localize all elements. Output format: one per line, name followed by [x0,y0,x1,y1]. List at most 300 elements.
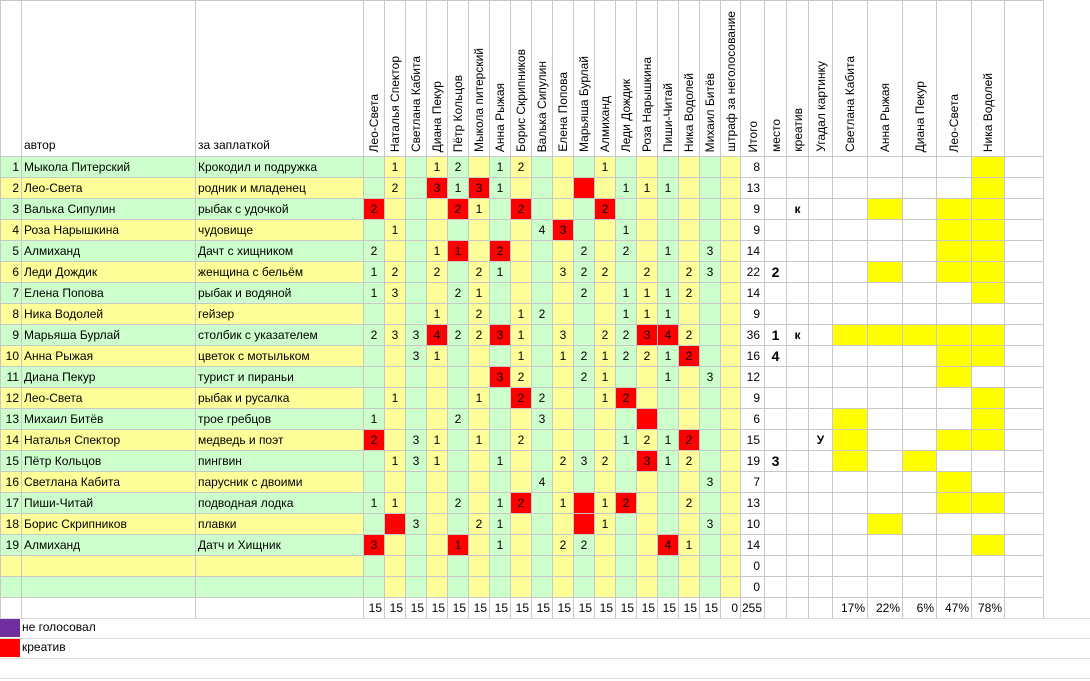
guess-cell[interactable] [937,451,972,472]
vote-cell[interactable] [427,514,448,535]
vote-cell[interactable] [427,493,448,514]
vote-cell[interactable] [490,430,511,451]
totals-title[interactable] [196,598,364,619]
vote-cell[interactable]: 1 [658,367,679,388]
vote-cell[interactable] [427,220,448,241]
vote-cell[interactable] [616,535,637,556]
vote-cell[interactable] [637,220,658,241]
vote-cell[interactable] [658,577,679,598]
vote-cell[interactable]: 1 [616,304,637,325]
guess-cell[interactable] [903,304,937,325]
vote-cell[interactable]: 2 [385,262,406,283]
vote-cell[interactable]: 3 [406,346,427,367]
empty-cell[interactable] [1005,157,1044,178]
vote-cell[interactable]: 2 [448,283,469,304]
row-number[interactable]: 14 [1,430,22,451]
vote-cell[interactable]: 2 [511,388,532,409]
vote-cell[interactable] [406,220,427,241]
vote-cell[interactable] [406,178,427,199]
vote-cell[interactable]: 1 [427,241,448,262]
guess-percent[interactable]: 47% [937,598,972,619]
guess-cell[interactable] [972,577,1005,598]
title-cell[interactable]: Датч и Хищник [196,535,364,556]
guessed-cell[interactable] [809,451,833,472]
vote-cell[interactable] [532,178,553,199]
vote-cell[interactable] [385,577,406,598]
author-cell[interactable]: Светлана Кабита [22,472,196,493]
guess-cell[interactable] [833,577,868,598]
vote-cell[interactable]: 2 [616,388,637,409]
guessed-cell[interactable] [809,388,833,409]
vote-cell[interactable] [679,220,700,241]
vote-cell[interactable]: 1 [364,262,385,283]
vote-cell[interactable] [427,283,448,304]
vote-cell[interactable]: 2 [616,241,637,262]
vote-cell[interactable]: 1 [595,157,616,178]
vote-cell[interactable] [490,346,511,367]
vote-cell[interactable]: 1 [448,178,469,199]
vote-cell[interactable] [574,304,595,325]
vote-cell[interactable]: 2 [616,493,637,514]
guess-cell[interactable] [937,304,972,325]
vote-cell[interactable]: 2 [511,430,532,451]
vote-cell[interactable] [721,493,741,514]
vote-cell[interactable] [469,472,490,493]
header-guesser[interactable] [937,1,972,157]
vote-cell[interactable]: 1 [490,157,511,178]
vote-cell[interactable] [679,577,700,598]
vote-cell[interactable]: 4 [658,535,679,556]
itogo-cell[interactable]: 9 [741,220,765,241]
vote-cell[interactable] [637,388,658,409]
total-vote-cell[interactable]: 15 [700,598,721,619]
vote-cell[interactable]: 2 [616,346,637,367]
vote-cell[interactable]: 2 [364,199,385,220]
author-cell[interactable]: Пётр Кольцов [22,451,196,472]
vote-cell[interactable] [700,220,721,241]
vote-cell[interactable] [700,451,721,472]
vote-cell[interactable]: 3 [406,430,427,451]
place-cell[interactable] [765,220,787,241]
author-cell[interactable]: Валька Сипулин [22,199,196,220]
itogo-cell[interactable]: 13 [741,178,765,199]
place-cell[interactable]: 4 [765,346,787,367]
vote-cell[interactable] [364,304,385,325]
vote-cell[interactable] [700,325,721,346]
vote-cell[interactable] [658,388,679,409]
vote-cell[interactable] [553,514,574,535]
header-voter[interactable] [511,1,532,157]
guess-cell[interactable] [937,199,972,220]
guess-cell[interactable] [833,241,868,262]
vote-cell[interactable] [469,577,490,598]
vote-cell[interactable]: 2 [553,451,574,472]
guess-cell[interactable] [833,346,868,367]
guess-cell[interactable] [903,514,937,535]
row-number[interactable]: 2 [1,178,22,199]
title-cell[interactable]: женщина с бельём [196,262,364,283]
vote-cell[interactable]: 1 [469,283,490,304]
vote-cell[interactable] [658,493,679,514]
vote-cell[interactable] [721,178,741,199]
vote-cell[interactable] [574,577,595,598]
guess-cell[interactable] [937,283,972,304]
row-number[interactable]: 1 [1,157,22,178]
vote-cell[interactable] [574,220,595,241]
guess-cell[interactable] [972,472,1005,493]
guess-cell[interactable] [868,367,903,388]
vote-cell[interactable]: 2 [532,388,553,409]
vote-cell[interactable] [364,388,385,409]
vote-cell[interactable] [658,556,679,577]
vote-cell[interactable]: 2 [511,199,532,220]
row-number[interactable]: 9 [1,325,22,346]
title-cell[interactable]: пингвин [196,451,364,472]
row-number[interactable]: 4 [1,220,22,241]
vote-cell[interactable] [700,346,721,367]
guess-cell[interactable] [937,535,972,556]
vote-cell[interactable]: 1 [595,493,616,514]
vote-cell[interactable] [427,535,448,556]
header-rownum[interactable] [1,1,22,157]
place-cell[interactable] [765,493,787,514]
vote-cell[interactable] [448,577,469,598]
vote-cell[interactable] [532,556,553,577]
vote-cell[interactable] [679,409,700,430]
author-cell[interactable]: Михаил Битёв [22,409,196,430]
header-guesser[interactable] [868,1,903,157]
author-cell[interactable]: Лео-Света [22,388,196,409]
row-number[interactable]: 16 [1,472,22,493]
guessed-cell[interactable] [809,346,833,367]
vote-cell[interactable] [532,535,553,556]
place-cell[interactable] [765,472,787,493]
vote-cell[interactable]: 3 [700,472,721,493]
kreativ-cell[interactable] [787,157,809,178]
vote-cell[interactable] [364,451,385,472]
vote-cell[interactable] [469,451,490,472]
vote-cell[interactable] [427,367,448,388]
vote-cell[interactable] [553,556,574,577]
vote-cell[interactable] [721,262,741,283]
guess-cell[interactable] [833,430,868,451]
empty-cell[interactable] [1005,535,1044,556]
vote-cell[interactable] [637,472,658,493]
author-cell[interactable]: Елена Попова [22,283,196,304]
vote-cell[interactable] [364,577,385,598]
vote-cell[interactable] [385,556,406,577]
vote-cell[interactable]: 1 [658,451,679,472]
empty-cell[interactable] [1005,199,1044,220]
vote-cell[interactable] [679,199,700,220]
vote-cell[interactable] [637,157,658,178]
kreativ-cell[interactable] [787,346,809,367]
guessed-cell[interactable] [809,472,833,493]
place-cell[interactable]: 3 [765,451,787,472]
vote-cell[interactable] [721,367,741,388]
vote-cell[interactable]: 3 [532,409,553,430]
header-voter[interactable] [595,1,616,157]
vote-cell[interactable] [532,514,553,535]
vote-cell[interactable] [721,472,741,493]
itogo-cell[interactable]: 19 [741,451,765,472]
guessed-cell[interactable] [809,262,833,283]
vote-cell[interactable]: 2 [679,346,700,367]
vote-cell[interactable]: 2 [595,262,616,283]
vote-cell[interactable] [364,157,385,178]
vote-cell[interactable] [448,514,469,535]
header-voter[interactable] [616,1,637,157]
vote-cell[interactable] [679,472,700,493]
guess-cell[interactable] [972,451,1005,472]
vote-cell[interactable] [406,535,427,556]
kreativ-cell[interactable] [787,430,809,451]
place-cell[interactable] [765,241,787,262]
vote-cell[interactable] [364,346,385,367]
vote-cell[interactable]: 2 [553,535,574,556]
vote-cell[interactable]: 2 [448,493,469,514]
vote-cell[interactable] [721,388,741,409]
total-vote-cell[interactable]: 15 [553,598,574,619]
guessed-cell[interactable] [809,178,833,199]
vote-cell[interactable]: 1 [490,451,511,472]
total-vote-cell[interactable]: 15 [595,598,616,619]
guess-cell[interactable] [868,535,903,556]
vote-cell[interactable] [595,241,616,262]
vote-cell[interactable]: 4 [427,325,448,346]
vote-cell[interactable] [721,430,741,451]
guess-percent[interactable]: 6% [903,598,937,619]
row-number[interactable]: 15 [1,451,22,472]
guess-cell[interactable] [833,556,868,577]
vote-cell[interactable] [700,493,721,514]
title-cell[interactable]: чудовище [196,220,364,241]
vote-cell[interactable] [511,178,532,199]
vote-cell[interactable]: 3 [427,178,448,199]
author-cell[interactable]: Алмиханд [22,241,196,262]
itogo-cell[interactable]: 9 [741,388,765,409]
vote-cell[interactable]: 2 [574,262,595,283]
vote-cell[interactable] [700,157,721,178]
guess-cell[interactable] [937,241,972,262]
guessed-cell[interactable] [809,199,833,220]
guess-cell[interactable] [972,535,1005,556]
guess-cell[interactable] [833,493,868,514]
place-cell[interactable] [765,577,787,598]
total-vote-cell[interactable]: 15 [364,598,385,619]
vote-cell[interactable] [574,430,595,451]
guess-cell[interactable] [833,409,868,430]
guess-cell[interactable] [868,178,903,199]
author-cell[interactable]: Марьяша Бурлай [22,325,196,346]
total-vote-cell[interactable]: 15 [679,598,700,619]
guess-cell[interactable] [903,409,937,430]
vote-cell[interactable] [469,556,490,577]
empty-cell[interactable] [1005,388,1044,409]
guess-cell[interactable] [972,430,1005,451]
guess-cell[interactable] [868,304,903,325]
itogo-cell[interactable]: 15 [741,430,765,451]
kreativ-cell[interactable] [787,535,809,556]
header-author[interactable]: автор [22,1,196,157]
vote-cell[interactable]: 1 [427,304,448,325]
total-vote-cell[interactable]: 15 [406,598,427,619]
guess-cell[interactable] [833,199,868,220]
vote-cell[interactable]: 1 [385,493,406,514]
vote-cell[interactable] [679,157,700,178]
title-cell[interactable]: Дачт с хищником [196,241,364,262]
guess-cell[interactable] [903,472,937,493]
total-vote-cell[interactable]: 15 [427,598,448,619]
vote-cell[interactable]: 2 [574,241,595,262]
vote-cell[interactable] [700,577,721,598]
vote-cell[interactable]: 2 [511,493,532,514]
vote-cell[interactable] [658,220,679,241]
vote-cell[interactable] [553,283,574,304]
vote-cell[interactable]: 3 [490,367,511,388]
vote-cell[interactable] [679,556,700,577]
title-cell[interactable]: рыбак с удочкой [196,199,364,220]
vote-cell[interactable] [679,241,700,262]
guess-cell[interactable] [868,451,903,472]
guess-cell[interactable] [903,157,937,178]
vote-cell[interactable]: 1 [364,283,385,304]
vote-cell[interactable] [427,199,448,220]
vote-cell[interactable]: 1 [427,451,448,472]
header-guessed[interactable] [809,1,833,157]
total-kreativ[interactable] [787,598,809,619]
kreativ-cell[interactable]: к [787,199,809,220]
vote-cell[interactable] [385,367,406,388]
vote-cell[interactable] [427,556,448,577]
vote-cell[interactable]: 2 [532,304,553,325]
guess-cell[interactable] [972,262,1005,283]
guess-cell[interactable] [868,157,903,178]
guess-cell[interactable] [903,535,937,556]
vote-cell[interactable] [511,556,532,577]
vote-cell[interactable] [553,577,574,598]
guess-cell[interactable] [903,577,937,598]
header-voter[interactable] [406,1,427,157]
empty-cell[interactable] [1005,325,1044,346]
vote-cell[interactable] [637,367,658,388]
totals-author[interactable] [22,598,196,619]
vote-cell[interactable]: 2 [511,367,532,388]
itogo-cell[interactable]: 16 [741,346,765,367]
vote-cell[interactable] [406,304,427,325]
place-cell[interactable] [765,199,787,220]
vote-cell[interactable] [721,535,741,556]
vote-cell[interactable]: 2 [574,535,595,556]
vote-cell[interactable]: 3 [406,325,427,346]
vote-cell[interactable] [679,388,700,409]
vote-cell[interactable] [616,157,637,178]
vote-cell[interactable]: 1 [490,514,511,535]
vote-cell[interactable] [574,556,595,577]
header-guesser[interactable] [833,1,868,157]
guess-cell[interactable] [972,556,1005,577]
empty-cell[interactable] [1005,283,1044,304]
vote-cell[interactable]: 2 [469,262,490,283]
vote-cell[interactable] [364,220,385,241]
header-guesser[interactable] [903,1,937,157]
vote-cell[interactable]: 3 [469,178,490,199]
vote-cell[interactable] [553,472,574,493]
place-cell[interactable] [765,514,787,535]
guess-cell[interactable] [868,199,903,220]
itogo-cell[interactable]: 12 [741,367,765,388]
place-cell[interactable] [765,304,787,325]
title-cell[interactable]: парусник с двоими [196,472,364,493]
vote-cell[interactable] [406,556,427,577]
vote-cell[interactable]: 1 [637,283,658,304]
guess-cell[interactable] [972,220,1005,241]
vote-cell[interactable] [595,304,616,325]
guess-cell[interactable] [903,451,937,472]
vote-cell[interactable]: 3 [700,262,721,283]
vote-cell[interactable] [700,556,721,577]
guessed-cell[interactable] [809,157,833,178]
vote-cell[interactable] [385,472,406,493]
vote-cell[interactable]: 2 [679,451,700,472]
vote-cell[interactable] [490,304,511,325]
vote-cell[interactable] [385,241,406,262]
place-cell[interactable] [765,535,787,556]
row-number[interactable]: 10 [1,346,22,367]
guessed-cell[interactable] [809,325,833,346]
total-vote-cell[interactable]: 15 [637,598,658,619]
vote-cell[interactable] [721,157,741,178]
vote-cell[interactable]: 2 [595,199,616,220]
vote-cell[interactable] [469,493,490,514]
vote-cell[interactable] [469,535,490,556]
vote-cell[interactable] [532,493,553,514]
vote-cell[interactable]: 3 [385,325,406,346]
vote-cell[interactable] [574,325,595,346]
author-cell[interactable]: Наталья Спектор [22,430,196,451]
vote-cell[interactable]: 2 [448,325,469,346]
empty-cell[interactable] [1005,346,1044,367]
vote-cell[interactable]: 1 [658,304,679,325]
vote-cell[interactable] [469,367,490,388]
author-cell[interactable]: Мыкола Питерский [22,157,196,178]
guess-cell[interactable] [868,241,903,262]
guess-cell[interactable] [833,388,868,409]
guess-cell[interactable] [972,199,1005,220]
vote-cell[interactable]: 2 [364,241,385,262]
header-voter[interactable] [658,1,679,157]
vote-cell[interactable]: 3 [700,514,721,535]
guess-cell[interactable] [972,493,1005,514]
vote-cell[interactable] [553,409,574,430]
vote-cell[interactable] [553,388,574,409]
author-cell[interactable]: Роза Нарышкина [22,220,196,241]
header-title[interactable]: за заплаткой [196,1,364,157]
vote-cell[interactable]: 2 [637,262,658,283]
vote-cell[interactable] [553,178,574,199]
row-number[interactable] [1,556,22,577]
vote-cell[interactable] [406,262,427,283]
vote-cell[interactable] [490,472,511,493]
empty-cell[interactable] [1005,577,1044,598]
vote-cell[interactable] [721,409,741,430]
guessed-cell[interactable] [809,283,833,304]
vote-cell[interactable]: 3 [637,325,658,346]
vote-cell[interactable]: 1 [385,157,406,178]
itogo-cell[interactable]: 22 [741,262,765,283]
vote-cell[interactable]: 2 [679,262,700,283]
vote-cell[interactable] [721,283,741,304]
